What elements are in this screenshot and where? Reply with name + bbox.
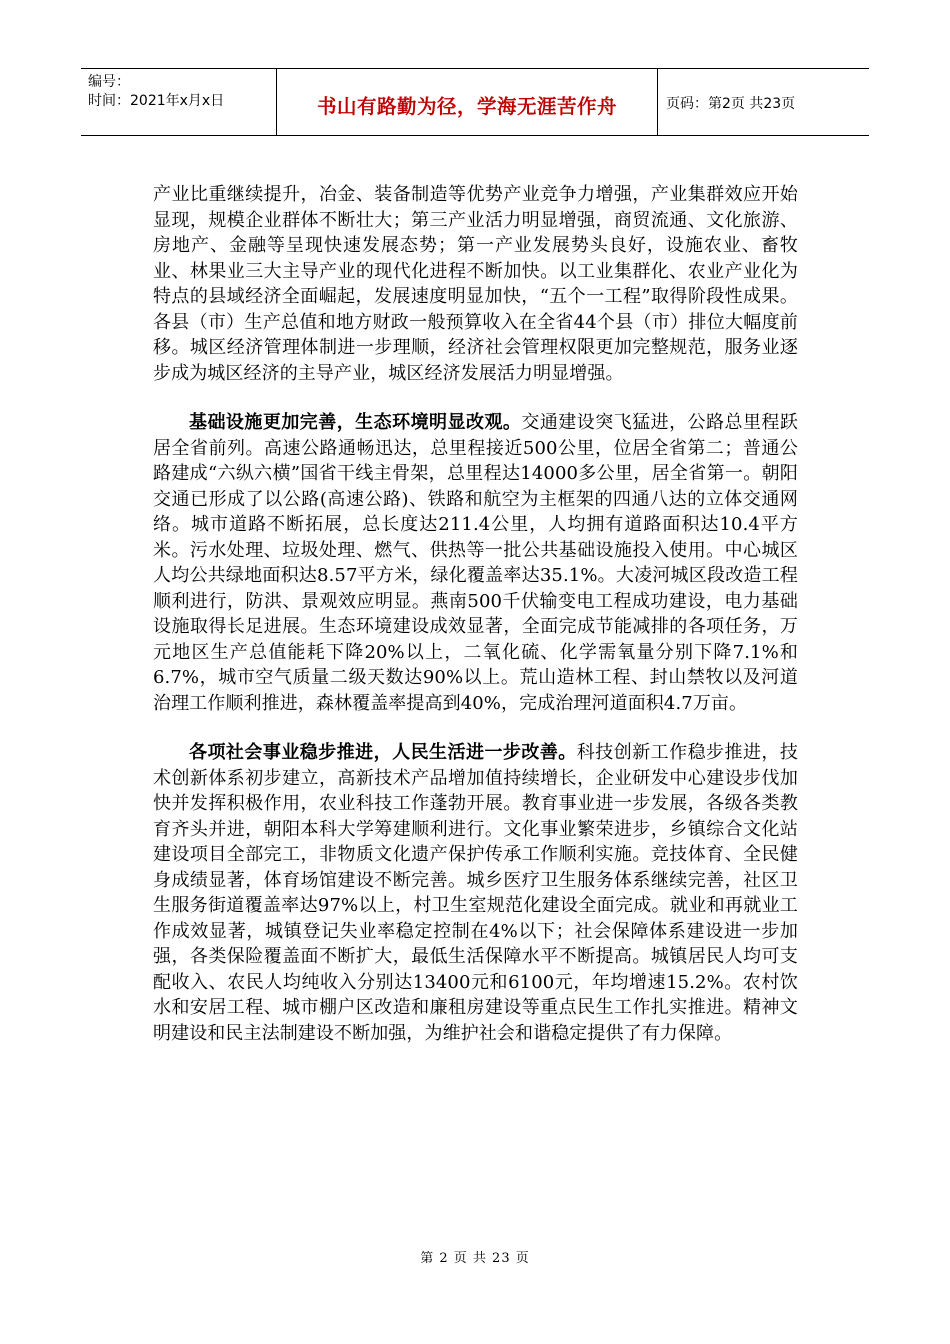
header-page-cell xyxy=(658,69,869,135)
paragraph-text: 交通建设突飞猛进，公路总里程跃居全省前列。高速公路通畅迅达，总里程接近500公里，位居全省第二；普通公路建成“六纵六横”国省干线主骨架，总里程达14000多公里，居全省第一。朝阳交通已形成了以公路(高速公路)、铁路和航空为主框架的四通八达的立体交通网络。城市道路不断拓展，总长度达211.4公里，人均拥有道路面积达10.4平方米。污水处理、垃圾处理、燃气、供热等一批公共基础设施投入使用。中心城区人均公共绿地面积达8.57平方米，绿化覆盖率达35.1%。大凌河城区段改造工程顺利进行，防洪、景观效应明显。燕南500千伏输变电工程成功建设，电力基础设施取得长足进展。生态环境建设成效显著，全面完成节能减排的各项任务，万元地区生产总值能耗下降20%以上，二氧化硫、化学需氧量分别下降7.1%和6.7%，城市空气质量二级天数达90%以上。荒山造林工程、封山禁牧以及河道治理工作顺利推进，森林覆盖率提高到40%，完成治理河道面积4.7万亩。 xyxy=(153,412,798,714)
paragraph-heading: 各项社会事业稳步推进，人民生活进一步改善。 xyxy=(189,742,577,763)
document-number-label: 编号： xyxy=(88,74,130,90)
document-header xyxy=(81,68,869,136)
page-footer: 第 2 页 共 23 页 xyxy=(420,1251,530,1266)
header-page-info: 页码：第2页 共23页 xyxy=(666,96,796,112)
document-body xyxy=(153,182,798,1046)
paragraph-infrastructure xyxy=(153,410,798,716)
paragraph-industry xyxy=(153,182,798,386)
header-motto-cell xyxy=(277,69,658,135)
header-meta-cell xyxy=(81,69,277,135)
paragraph-social xyxy=(153,740,798,1046)
header-motto: 书山有路勤为径，学海无涯苦作舟 xyxy=(316,95,617,118)
paragraph-text: 科技创新工作稳步推进，技术创新体系初步建立，高新技术产品增加值持续增长，企业研发中心建设步伐加快并发挥积极作用，农业科技工作蓬勃开展。教育事业进一步发展，各级各类教育齐头并进，朝阳本科大学筹建顺利进行。文化事业繁荣进步，乡镇综合文化站建设项目全部完工，非物质文化遗产保护传承工作顺利实施。竞技体育、全民健身成绩显著，体育场馆建设不断完善。城乡医疗卫生服务体系继续完善，社区卫生服务街道覆盖率达97%以上，村卫生室规范化建设全面完成。就业和再就业工作成效显著，城镇登记失业率稳定控制在4%以下；社会保障体系建设进一步加强，各类保险覆盖面不断扩大，最低生活保障水平不断提高。城镇居民人均可支配收入、农民人均纯收入分别达13400元和6100元，年均增速15.2%。农村饮水和安居工程、城市棚户区改造和廉租房建设等重点民生工作扎实推进。精神文明建设和民主法制建设不断加强，为维护社会和谐稳定提供了有力保障。 xyxy=(153,742,798,1044)
paragraph-text: 产业比重继续提升，冶金、装备制造等优势产业竞争力增强，产业集群效应开始显现，规模企业群体不断壮大；第三产业活力明显增强，商贸流通、文化旅游、房地产、金融等呈现快速发展态势；第一产业发展势头良好，设施农业、畜牧业、林果业三大主导产业的现代化进程不断加快。以工业集群化、农业产业化为特点的县域经济全面崛起，发展速度明显加快，“五个一工程”取得阶段性成果。各县（市）生产总值和地方财政一般预算收入在全省44个县（市）排位大幅度前移。城区经济管理体制进一步理顺，经济社会管理权限更加完整规范，服务业逐步成为城区经济的主导产业，城区经济发展活力明显增强。 xyxy=(153,184,798,384)
paragraph-heading: 基础设施更加完善，生态环境明显改观。 xyxy=(189,412,522,433)
document-date: 时间：2021年x月x日 xyxy=(88,93,225,109)
